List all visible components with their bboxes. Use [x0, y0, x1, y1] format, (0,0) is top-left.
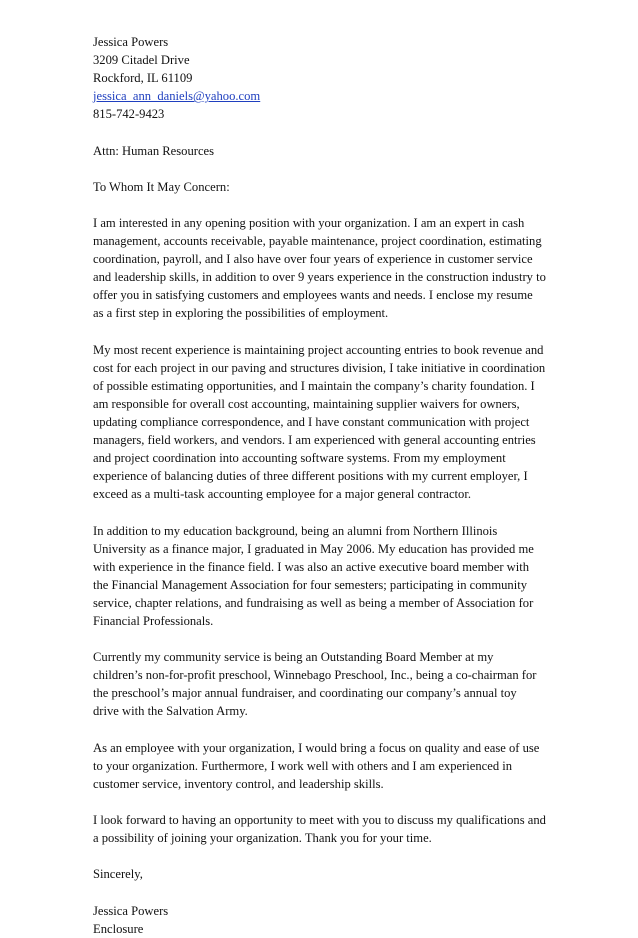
paragraph-line: coordination, payroll, and I also have over four years of experience in customer service [93, 252, 533, 267]
signature-name: Jessica Powers [93, 903, 169, 918]
paragraph-line: the Financial Management Association for four semesters; participating in community [93, 577, 528, 592]
sender-address-block [93, 33, 553, 123]
sender-name: Jessica Powers [93, 35, 169, 49]
paragraph-line: with experience in the finance field. I was also an active executive board member with [93, 559, 530, 574]
paragraph-line: the preschool’s major annual fundraiser, and coordinating our company’s annual toy [93, 686, 517, 701]
signature-block [93, 902, 553, 938]
paragraph-line: updating compliance correspondence, and I have constant communication with project [93, 414, 530, 429]
paragraph-line: to your organization. Furthermore, I work well with others and I am experienced in [93, 758, 513, 773]
letter-page [93, 33, 553, 938]
paragraph-line: I look forward to having an opportunity to meet with you to discuss my qualifications and [93, 813, 546, 828]
sender-street: 3209 Citadel Drive [93, 53, 190, 68]
paragraph-community-service [93, 648, 553, 720]
paragraph-experience [93, 341, 553, 504]
salutation [93, 178, 553, 196]
paragraph-line: customer service, inventory control, and leadership skills. [93, 776, 384, 791]
paragraph-closing [93, 811, 553, 847]
paragraph-line: I am interested in any opening position with your organization. I am an expert in cash [93, 215, 525, 230]
paragraph-line: As an employee with your organization, I would bring a focus on quality and ease of use [93, 740, 540, 755]
paragraph-line: University as a finance major, I graduated in May 2006. My education has provided me [93, 541, 534, 556]
paragraph-line: of possible estimating opportunities, and I maintain the company’s charity foundation. I [93, 378, 535, 393]
paragraph-line: children’s non-for-profit preschool, Winnebago Preschool, Inc., being a co-chairman for [93, 668, 537, 683]
paragraph-line: offer you in satisfying customers and employees wants and needs. I enclose my resume [93, 288, 533, 303]
sender-city: Rockford, IL 61109 [93, 71, 193, 86]
paragraph-line: drive with the Salvation Army. [93, 704, 248, 719]
paragraph-line: Currently my community service is being an Outstanding Board Member at my [93, 650, 494, 665]
paragraph-line: and leadership skills, in addition to over 9 years experience in the construction industry to [93, 270, 546, 285]
sender-email-link[interactable]: jessica_ann_daniels@yahoo.com [93, 89, 261, 104]
paragraph-line: as a first step in exploring the possibilities of employment. [93, 306, 389, 321]
enclosure-note: Enclosure [93, 921, 144, 936]
paragraph-line: exceed as a multi-task accounting employee for a major general contractor. [93, 487, 471, 502]
paragraph-line: Financial Professionals. [93, 614, 214, 628]
paragraph-line: My most recent experience is maintaining project accounting entries to book revenue and [93, 342, 544, 357]
paragraph-value [93, 739, 553, 793]
salutation-text: To Whom It May Concern: [93, 179, 230, 194]
paragraph-line: service, chapter relations, and fundraising as well as being a member of Association for [93, 595, 534, 610]
closing [93, 865, 553, 883]
paragraph-intro [93, 214, 553, 323]
sender-phone: 815-742-9423 [93, 107, 165, 122]
attention-text: Attn: Human Resources [93, 143, 215, 158]
paragraph-line: a possibility of joining your organization. Thank you for your time. [93, 831, 432, 846]
paragraph-line: managers, field workers, and vendors. I am experienced with general accounting entries [93, 433, 536, 448]
closing-text: Sincerely, [93, 867, 143, 882]
paragraph-education [93, 522, 553, 631]
paragraph-line: am responsible for overall cost accounting, maintaining supplier waivers for owners, [93, 396, 520, 411]
paragraph-line: cost for each project in our paving and structures division, I take initiative in coordination [93, 360, 546, 375]
paragraph-line: management, accounts receivable, payable maintenance, project coordination, estimating [93, 234, 542, 249]
attention-line [93, 142, 553, 160]
paragraph-line: experience of balancing duties of three different positions with my current employer, I [93, 469, 528, 484]
paragraph-line: and project coordination into accounting software systems. From my employment [93, 451, 506, 466]
paragraph-line: In addition to my education background, being an alumni from Northern Illinois [93, 523, 498, 538]
